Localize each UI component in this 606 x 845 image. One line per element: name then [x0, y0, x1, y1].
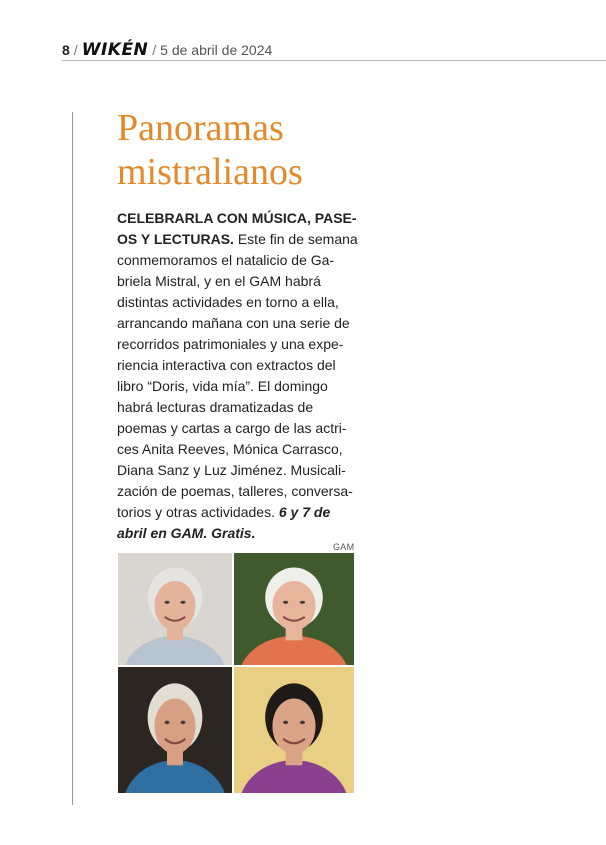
body-line [117, 397, 362, 418]
photo-actress-3 [118, 667, 232, 793]
body-text-segment: poemas y cartas a cargo de las actri- [117, 420, 347, 436]
column-rule [72, 112, 73, 805]
brand-logo: WIKÉN [81, 40, 149, 60]
body-line [117, 523, 362, 544]
header-separator-2: / [152, 42, 157, 58]
body-text-segment: conmemoramos el natalicio de Ga- [117, 252, 335, 268]
body-text-segment: briela Mistral, y en el GAM habrá [117, 273, 321, 289]
body-text-segment: arrancando mañana con una serie de [117, 315, 350, 331]
event-details: abril en GAM. Gratis. [117, 525, 256, 541]
photo-actress-4 [234, 667, 354, 793]
body-text-segment: zación de poemas, talleres, conversa- [117, 483, 353, 499]
body-line [117, 418, 362, 439]
body-text-segment: libro “Doris, vida mía”. El domingo [117, 378, 328, 394]
body-line [117, 292, 362, 313]
header-separator-1: / [73, 42, 78, 58]
body-text-segment: habrá lecturas dramatizadas de [117, 399, 314, 415]
photo-grid [118, 553, 354, 793]
lead-text: CELEBRARLA CON MÚSICA, PASE- [117, 210, 357, 226]
page-number: 8 [62, 42, 70, 58]
body-line [117, 355, 362, 376]
article-body [117, 208, 362, 544]
body-text-segment: recorridos patrimoniales y una expe- [117, 336, 344, 352]
title-line: mistralianos [117, 151, 303, 193]
body-line [117, 481, 362, 502]
page-header [62, 40, 606, 61]
body-line [117, 439, 362, 460]
photo-credit: GAM [333, 542, 355, 552]
title-line: Panoramas [117, 107, 284, 149]
body-line [117, 229, 362, 250]
body-line [117, 460, 362, 481]
body-text-segment: Este fin de semana [233, 231, 358, 247]
body-line [117, 502, 362, 523]
article-title [117, 106, 377, 194]
body-line [117, 208, 362, 229]
body-line [117, 271, 362, 292]
photo-actress-1 [118, 553, 232, 665]
event-details: 6 y 7 de [278, 504, 331, 520]
lead-text: OS Y LECTURAS. [117, 231, 234, 247]
body-line [117, 313, 362, 334]
body-line [117, 376, 362, 397]
photo-actress-2 [234, 553, 354, 665]
body-text-segment: ces Anita Reeves, Mónica Carrasco, [117, 441, 343, 457]
issue-date: 5 de abril de 2024 [160, 42, 273, 58]
body-text-segment: Diana Sanz y Luz Jiménez. Musicali- [117, 462, 346, 478]
body-line [117, 250, 362, 271]
body-text-segment: riencia interactiva con extractos del [117, 357, 336, 373]
body-text-segment: torios y otras actividades. [117, 504, 279, 520]
body-text-segment: distintas actividades en torno a ella, [117, 294, 339, 310]
body-line [117, 334, 362, 355]
